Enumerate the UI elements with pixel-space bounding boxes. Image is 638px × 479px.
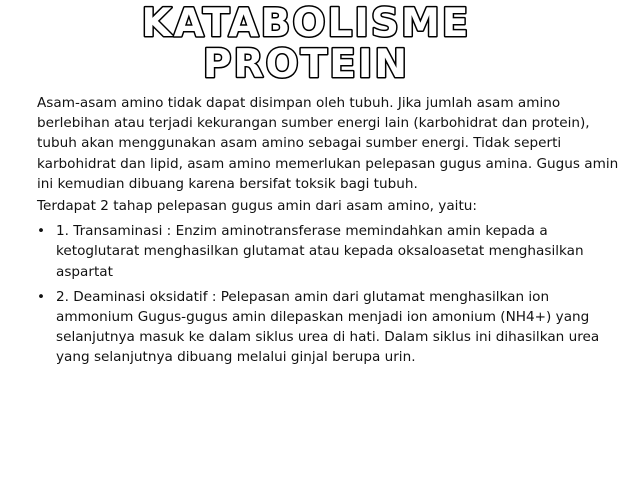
list-item — [37, 221, 629, 282]
slide-body — [37, 93, 629, 368]
step-text: 1. Transaminasi : Enzim aminotransferase memindahkan amin kepada a ketoglutarat menghasilkan glutamat atau kepada oksaloasetat menghasilkan aspartat — [56, 223, 584, 280]
steps-list — [37, 221, 629, 367]
step-text: 2. Deaminasi oksidatif : Pelepasan amin dari glutamat menghasilkan ion ammonium Gugus-gugus amin dilepaskan menjadi ion amonium (NH4+) yang selanjutnya masuk ke dalam siklus urea di hati. Dalam siklus ini dihasilkan urea yang selanjutnya dibuang melalui ginjal berupa urin. — [56, 288, 600, 366]
intro-paragraph: Asam-asam amino tidak dapat disimpan oleh tubuh. Jika jumlah asam amino berlebihan atau terjadi kekurangan sumber energi lain (karbohidrat dan protein), tubuh akan menggunakan asam amino sebagai sumber energi. Tidak seperti karbohidrat dan lipid, asam amino memerlukan pelepasan gugus amina. Gugus amin ini kemudian dibuang karena bersifat toksik bagi tubuh. — [37, 95, 619, 192]
bullet-icon: • — [37, 223, 46, 240]
stages-intro: Terdapat 2 tahap pelepasan gugus amin dari asam amino, yaitu: — [37, 198, 477, 215]
list-item — [37, 287, 629, 368]
slide-title — [0, 0, 638, 86]
title-line-1: KATABOLISME — [141, 1, 471, 46]
bullet-icon: • — [37, 288, 46, 305]
title-line-2: PROTEIN — [202, 42, 410, 86]
